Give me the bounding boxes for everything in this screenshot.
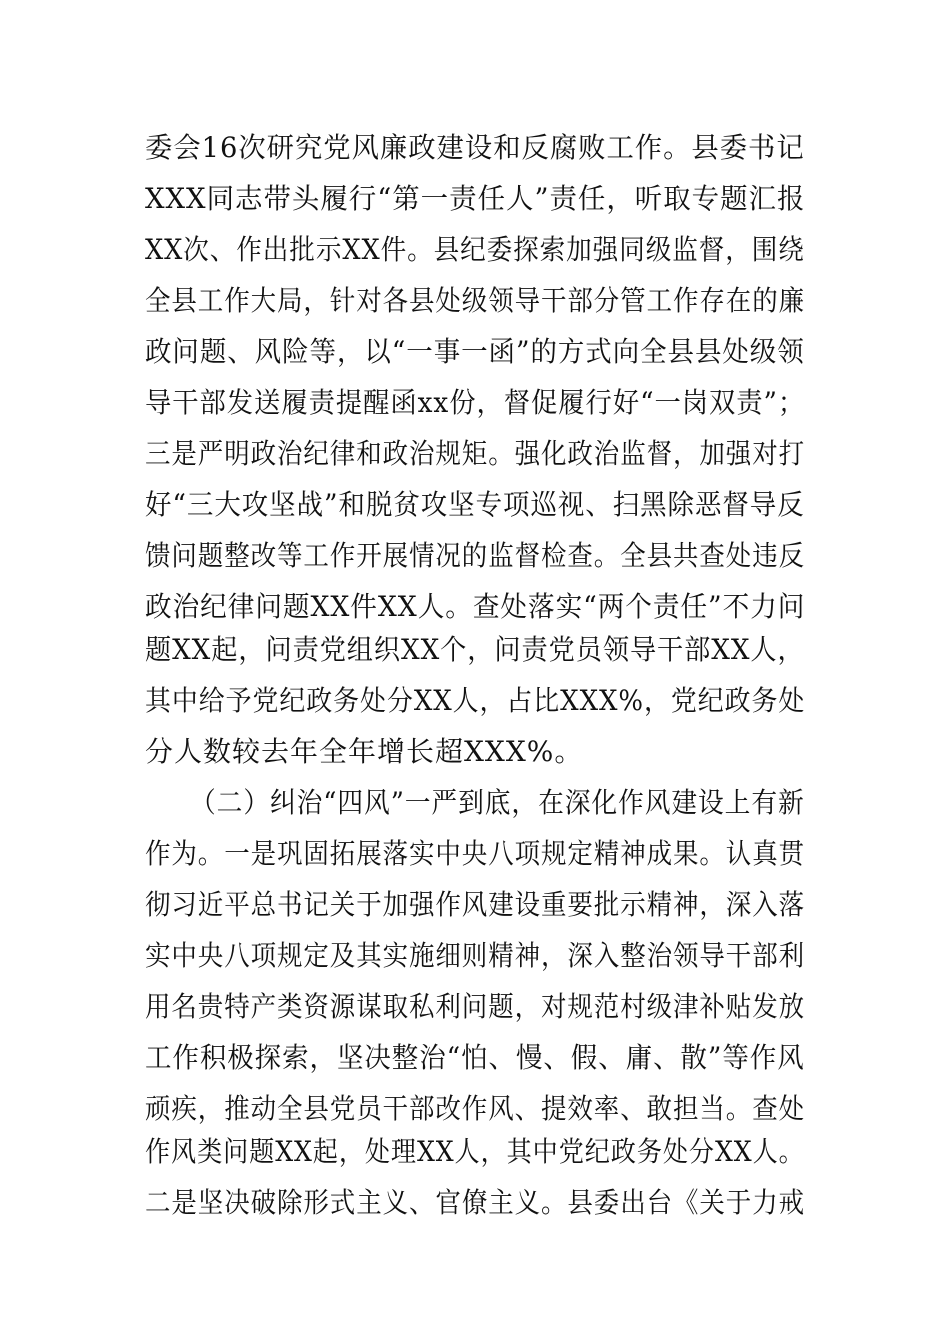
text-line: 二是坚决破除形式主义、官僚主义。县委出台《关于力戒 xyxy=(145,1186,806,1219)
text-line: 顽疾，推动全县党员干部改作风、提效率、敢担当。查处 xyxy=(145,1092,806,1125)
text-line: 政治纪律问题XX件XX人。查处落实“两个责任”不力问 xyxy=(145,590,806,623)
text-line: 作风类问题XX起，处理XX人，其中党纪政务处分XX人。 xyxy=(145,1135,805,1168)
text-line: 题XX起，问责党组织XX个，问责党员领导干部XX人， xyxy=(145,633,805,666)
text-line: XX次、作出批示XX件。县纪委探索加强同级监督，围绕 xyxy=(145,233,805,266)
text-line: 委会16次研究党风廉政建设和反腐败工作。县委书记 xyxy=(145,131,805,164)
text-line: 分人数较去年全年增长超XXX%。 xyxy=(145,735,584,768)
text-line: 其中给予党纪政务处分XX人，占比XXX%，党纪政务处 xyxy=(145,684,806,717)
text-line: 彻习近平总书记关于加强作风建设重要批示精神，深入落 xyxy=(145,888,806,921)
text-line: 全县工作大局，针对各县处级领导干部分管工作存在的廉 xyxy=(145,284,806,317)
text-line: 用名贵特产类资源谋取私利问题，对规范村级津补贴发放 xyxy=(145,990,806,1023)
text-line: XXX同志带头履行“第一责任人”责任，听取专题汇报 xyxy=(145,182,806,215)
text-line: 作为。一是巩固拓展落实中央八项规定精神成果。认真贯 xyxy=(145,837,806,870)
text-line: 政问题、风险等，以“一事一函”的方式向全县县处级领 xyxy=(145,335,805,368)
text-line: 导干部发送履责提醒函xx份，督促履行好“一岗双责”； xyxy=(145,386,806,419)
text-line: 工作积极探索，坚决整治“怕、慢、假、庸、散”等作风 xyxy=(145,1041,805,1074)
text-line: 三是严明政治纪律和政治规矩。强化政治监督，加强对打 xyxy=(145,437,806,470)
text-line: 实中央八项规定及其实施细则精神，深入整治领导干部利 xyxy=(145,939,806,972)
text-line: 馈问题整改等工作开展情况的监督检查。全县共查处违反 xyxy=(145,539,806,572)
text-line: 好“三大攻坚战”和脱贫攻坚专项巡视、扫黑除恶督导反 xyxy=(145,488,805,521)
section-heading-line: （二）纠治“四风”一严到底，在深化作风建设上有新 xyxy=(190,786,805,819)
